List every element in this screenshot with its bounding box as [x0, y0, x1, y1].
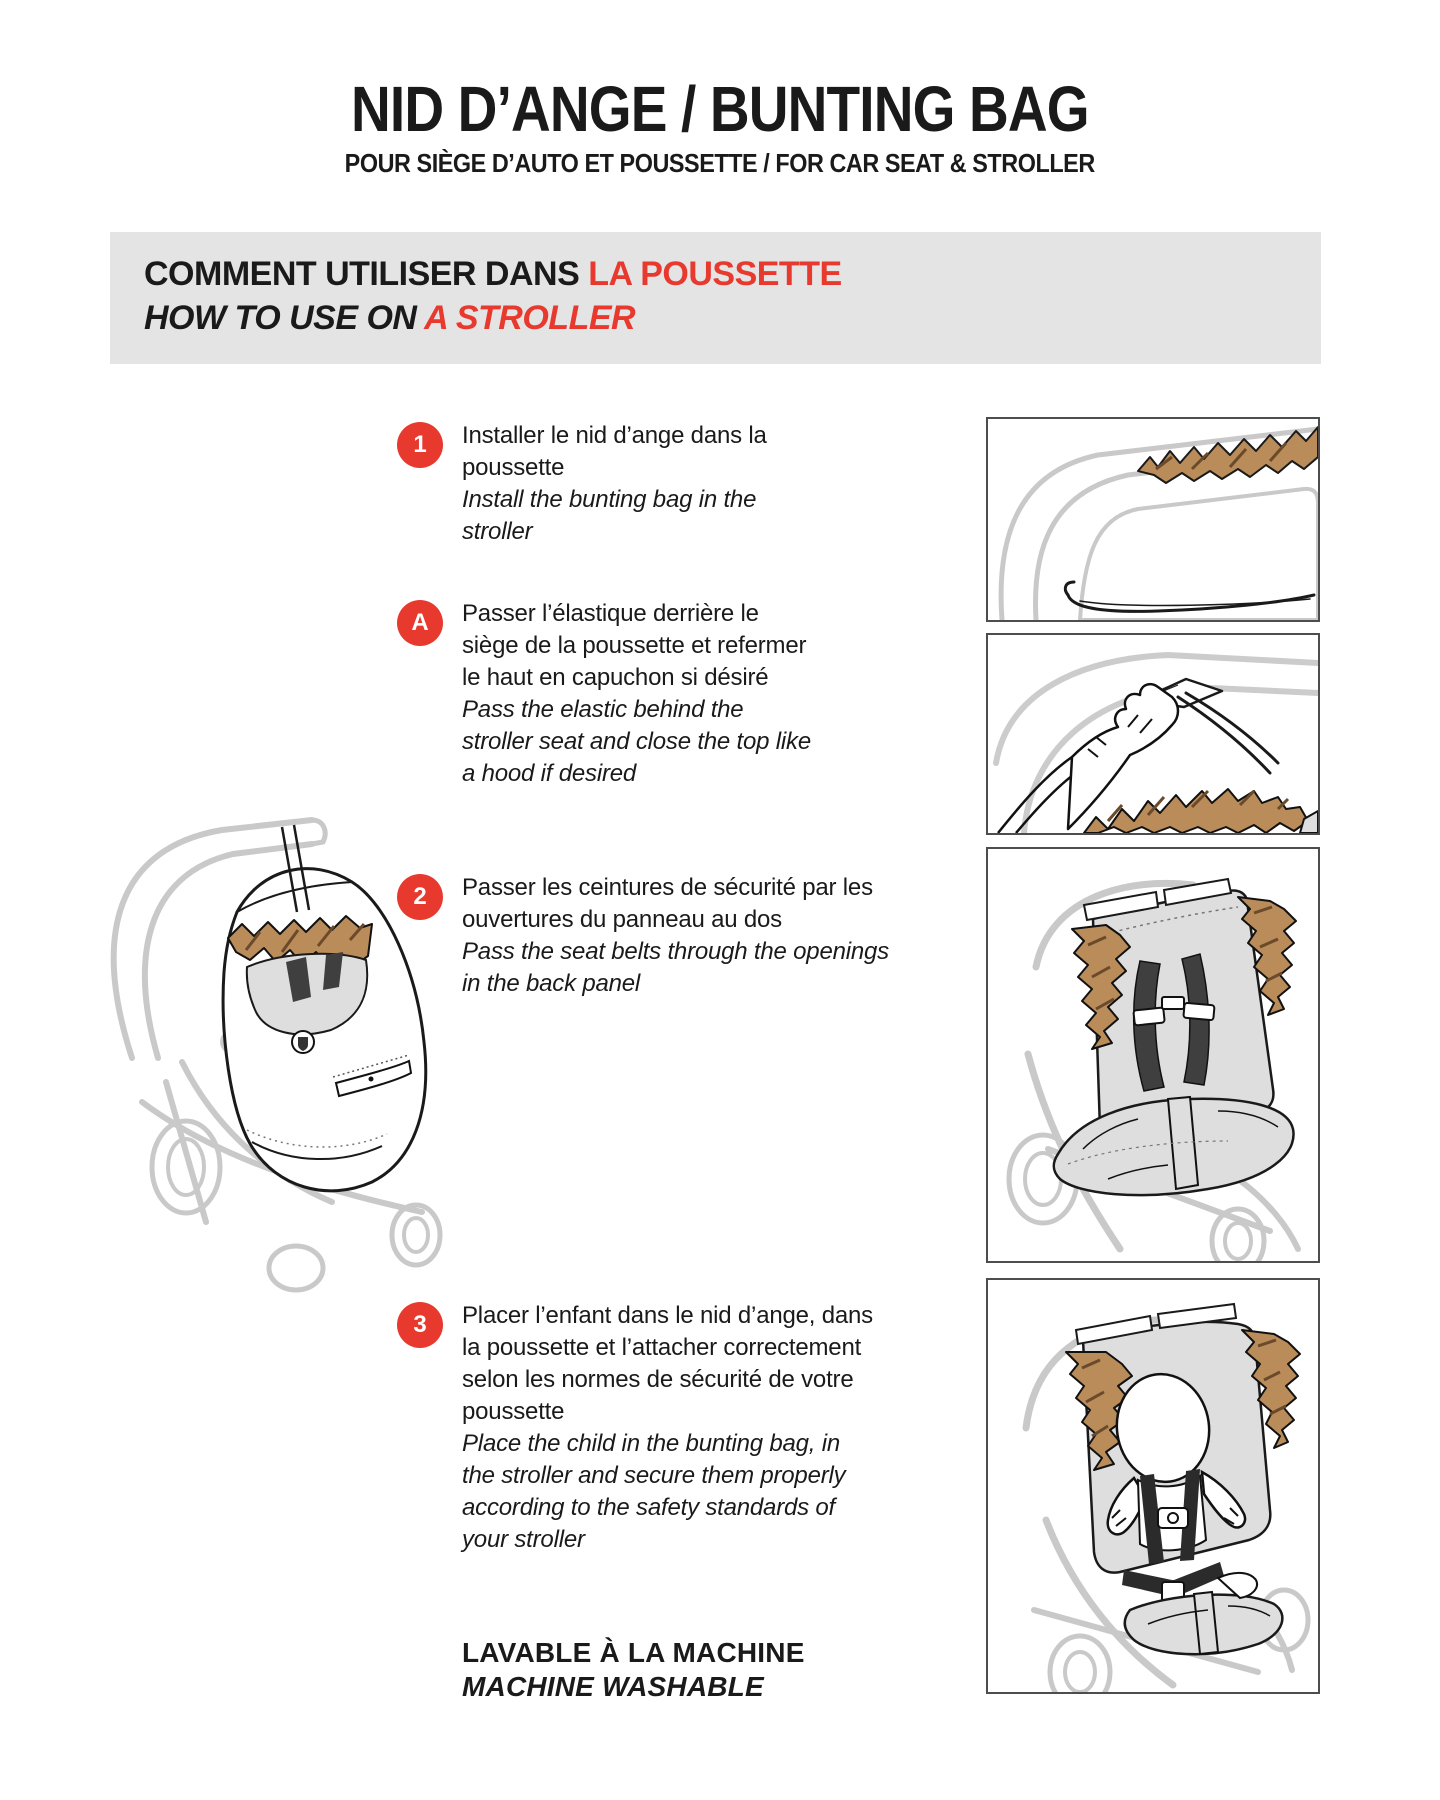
care-note	[462, 1636, 805, 1704]
banner-line-en-red: A STROLLER	[424, 299, 636, 337]
banner-line-fr	[144, 252, 1321, 296]
banner-line-en-black: HOW TO USE ON	[144, 299, 425, 337]
figure-step2-belts	[986, 847, 1320, 1263]
brand-logo-badge	[292, 1031, 314, 1053]
step-a-text-fr: Passer l’élastique derrière le siège de la poussette et refermer le haut en capuchon si désiré	[462, 600, 807, 691]
figure-stepA-svg	[988, 635, 1318, 833]
step-3-marker: 3	[397, 1302, 443, 1348]
banner-line-fr-red: LA POUSSETTE	[588, 255, 842, 293]
step-1-marker: 1	[397, 422, 443, 468]
page-title	[0, 72, 1440, 146]
figure-step1-install	[986, 417, 1320, 622]
step-a-text	[462, 598, 814, 790]
figure-step3-child	[986, 1278, 1320, 1694]
page-subtitle-text: POUR SIÈGE D’AUTO ET POUSSETTE / FOR CAR SEAT & STROLLER	[344, 148, 1096, 178]
step-3-text	[462, 1300, 877, 1556]
section-banner	[110, 232, 1321, 364]
step-1-text-en: Install the bunting bag in the stroller	[462, 486, 757, 545]
step-2-marker: 2	[397, 874, 443, 920]
step-2-text	[462, 872, 902, 1000]
step-3-text-fr: Placer l’enfant dans le nid d’ange, dans la poussette et l’attacher correctement selon les normes de sécurité de votre poussette	[462, 1302, 873, 1425]
figure-step1-svg	[988, 419, 1318, 620]
care-note-fr: LAVABLE À LA MACHINE	[462, 1637, 805, 1668]
banner-line-fr-black: COMMENT UTILISER DANS	[144, 255, 589, 293]
step-1-text-fr: Installer le nid d’ange dans la poussette	[462, 422, 767, 481]
page-title-text: NID D’ANGE / BUNTING BAG	[351, 73, 1089, 145]
rolled-bag-bottom	[1054, 1097, 1294, 1195]
figure-stepA-elastic	[986, 633, 1320, 835]
step-1-text	[462, 420, 767, 548]
care-note-en: MACHINE WASHABLE	[462, 1671, 764, 1702]
figure-step2-svg	[988, 849, 1318, 1261]
banner-line-en	[144, 296, 1321, 340]
step-a-text-en: Pass the elastic behind the stroller seat and close the top like a hood if desired	[462, 696, 811, 787]
fur-trim	[1080, 787, 1318, 833]
page-subtitle	[0, 148, 1440, 179]
step-a-marker: A	[397, 600, 443, 646]
step-2-text-en: Pass the seat belts through the openings in the back panel	[462, 938, 889, 997]
stroller-bunting-bag-svg	[70, 790, 465, 1295]
step-2-text-fr: Passer les ceintures de sécurité par les ouvertures du panneau au dos	[462, 874, 873, 933]
figure-step3-svg	[988, 1280, 1318, 1692]
stroller-bunting-bag-illustration	[70, 790, 465, 1295]
step-3-text-en: Place the child in the bunting bag, in the stroller and secure them properly according to the safety standards of your stroller	[462, 1430, 846, 1553]
fur-trim	[1138, 427, 1318, 483]
